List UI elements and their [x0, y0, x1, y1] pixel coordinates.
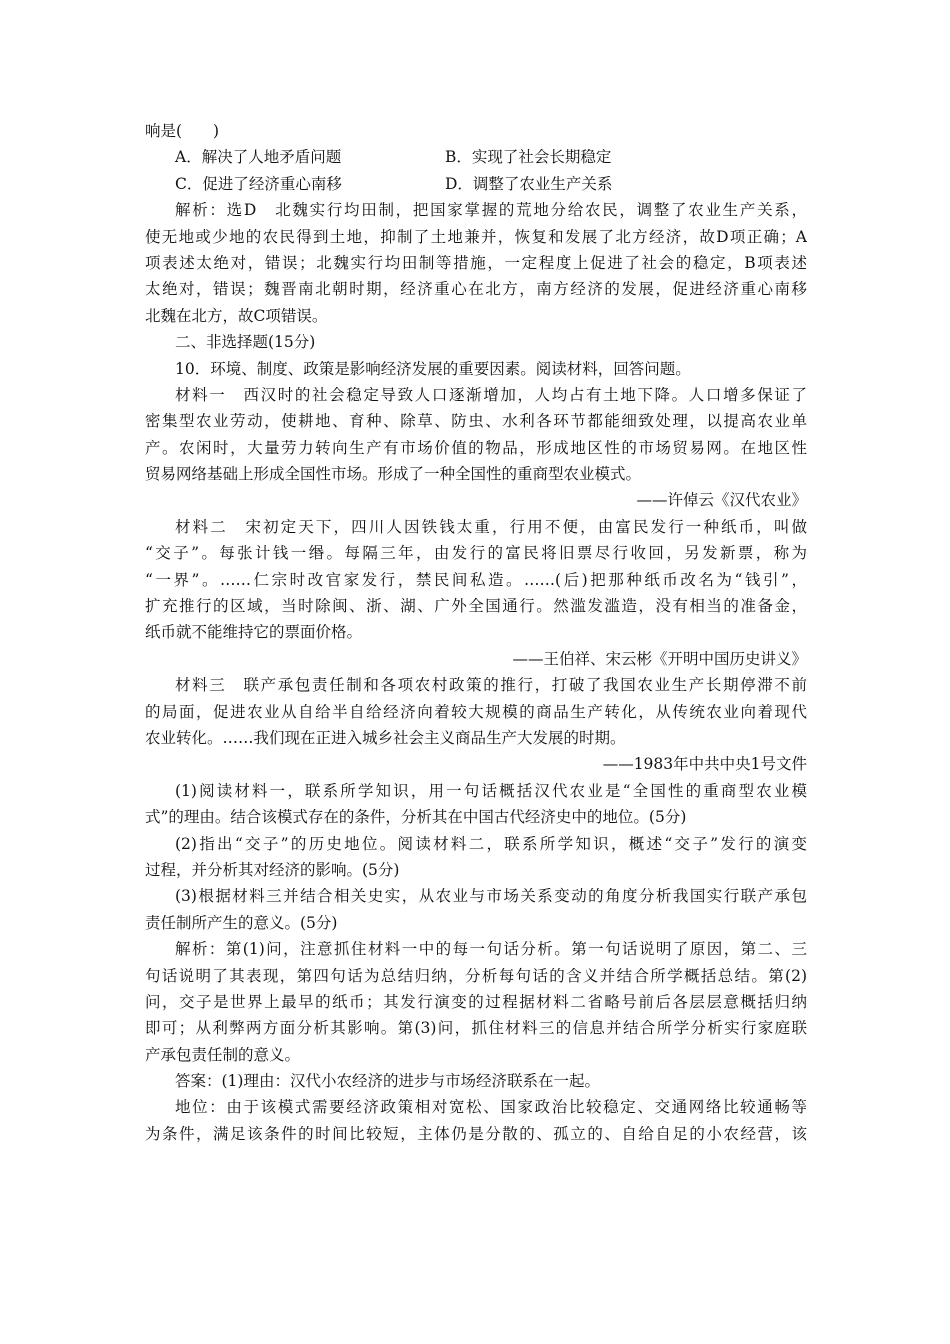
q10-sub2-line: (2)指出“交子”的历史地位。阅读材料二，联系所学知识，概述“交子”发行的演变 [175, 834, 807, 853]
material1-line: 密集型农业劳动，使耕地、育种、除草、防虫、水利各环节都能细致处理，以提高农业单 [145, 412, 807, 431]
q10-stem: 10．环境、制度、政策是影响经济发展的重要因素。阅读材料，回答问题。 [175, 359, 691, 378]
option-c: C．促进了经济重心南移 [175, 174, 342, 193]
material2-source: ——王伯祥、宋云彬《开明中国历史讲义》 [512, 649, 807, 668]
material1-line: 产。农闲时，大量劳力转向生产有市场价值的物品，形成地区性的市场贸易网。在地区性 [145, 438, 807, 457]
material1-source: ——许倬云《汉代农业》 [636, 491, 807, 510]
q10-analysis-line: 句话说明了其表现，第四句话为总结归纳，分析每句话的含义并结合所学概括总结。第(2) [145, 966, 807, 985]
q10-sub3-line: (3)根据材料三并结合相关史实，从农业与市场关系变动的角度分析我国实行联产承包 [175, 887, 807, 906]
material3-line: 材料三 联产承包责任制和各项农村政策的推行，打破了我国农业生产长期停滞不前 [175, 676, 807, 695]
q9-options-row-1 [145, 144, 807, 170]
section-heading: 二、非选择题(15分) [175, 333, 316, 352]
q10-sub1-line: 式”的理由。结合该模式存在的条件，分析其在中国古代经济史中的地位。(5分) [145, 808, 687, 827]
q9-analysis-line: 解析：选D 北魏实行均田制，把国家掌握的荒地分给农民，调整了农业生产关系， [175, 201, 807, 220]
option-d: D．调整了农业生产关系 [445, 174, 613, 193]
q10-analysis-line: 产承包责任制的意义。 [145, 1045, 301, 1064]
option-a: A．解决了人地矛盾问题 [175, 148, 342, 167]
material2-line: 扩充推行的区域，当时除闽、浙、湖、广外全国通行。然滥发滥造，没有相当的准备金， [145, 597, 807, 616]
q10-analysis-line: 解析：第(1)问，注意抓住材料一中的每一句话分析。第一句话说明了原因，第二、三 [175, 940, 807, 959]
q10-sub2-line: 过程，并分析其对经济的影响。(5分) [145, 860, 400, 879]
q9-stem-end: 响是( ) [145, 122, 220, 140]
q9-analysis-line: 项表述太绝对，错误；北魏实行均田制等措施，一定程度上促进了社会的稳定，B项表述 [145, 253, 807, 272]
q10-sub1-line: (1)阅读材料一，联系所学知识，用一句话概括汉代农业是“全国性的重商型农业模 [175, 781, 807, 800]
q9-analysis-line: 使无地或少地的农民得到土地，抑制了土地兼并，恢复和发展了北方经济，故D项正确；A [145, 227, 807, 246]
material3-line: 农业转化。……我们现在正进入城乡社会主义商品生产大发展的时期。 [145, 728, 626, 747]
answer-line: 答案：(1)理由：汉代小农经济的进步与市场经济联系在一起。 [175, 1072, 600, 1091]
answer-line: 为条件，满足该条件的时间比较短，主体仍是分散的、孤立的、自给自足的小农经营，该 [145, 1124, 807, 1143]
material3-line: 的局面，促进农业从自给半自给经济向着较大规模的商品生产转化，从传统农业向着现代 [145, 702, 807, 721]
q9-options-row-2 [145, 171, 807, 197]
q10-analysis-line: 问，交子是世界上最早的纸币；其发行演变的过程据材料二省略号前后各层层意概括归纳 [145, 992, 807, 1011]
q10-analysis-line: 即可；从利弊两方面分析其影响。第(3)问，抓住材料三的信息并结合所学分析实行家庭联 [145, 1019, 807, 1038]
material3-source: ——1983年中共中央1号文件 [602, 755, 807, 774]
q9-analysis-line: 太绝对，错误；魏晋南北朝时期，经济重心在北方，南方经济的发展，促进经济重心南移 [145, 280, 807, 299]
q9-analysis-line: 北魏在北方，故C项错误。 [145, 306, 328, 325]
material2-line: 材料二 宋初定天下，四川人因铁钱太重，行用不便，由富民发行一种纸币，叫做 [175, 517, 807, 536]
option-b: B．实现了社会长期稳定 [445, 148, 612, 167]
material1-line: 贸易网络基础上形成全国性市场。形成了一种全国性的重商型农业模式。 [145, 465, 642, 484]
material2-line: “一界”。……仁宗时改官家发行，禁民间私造。……(后)把那种纸币改名为“钱引”， [145, 570, 807, 589]
material2-line: 纸币就不能维持它的票面价格。 [145, 623, 363, 642]
material1-line: 材料一 西汉时的社会稳定导致人口逐渐增加，人均占有土地下降。人口增多保证了 [175, 385, 807, 404]
answer-line: 地位：由于该模式需要经济政策相对宽松、国家政治比较稳定、交通网络比较通畅等 [175, 1098, 807, 1117]
document-body [145, 118, 807, 1147]
material2-line: “交子”。每张计钱一缗。每隔三年，由发行的富民将旧票尽行收回，另发新票，称为 [145, 544, 807, 563]
q10-sub3-line: 责任制所产生的意义。(5分) [145, 913, 338, 932]
